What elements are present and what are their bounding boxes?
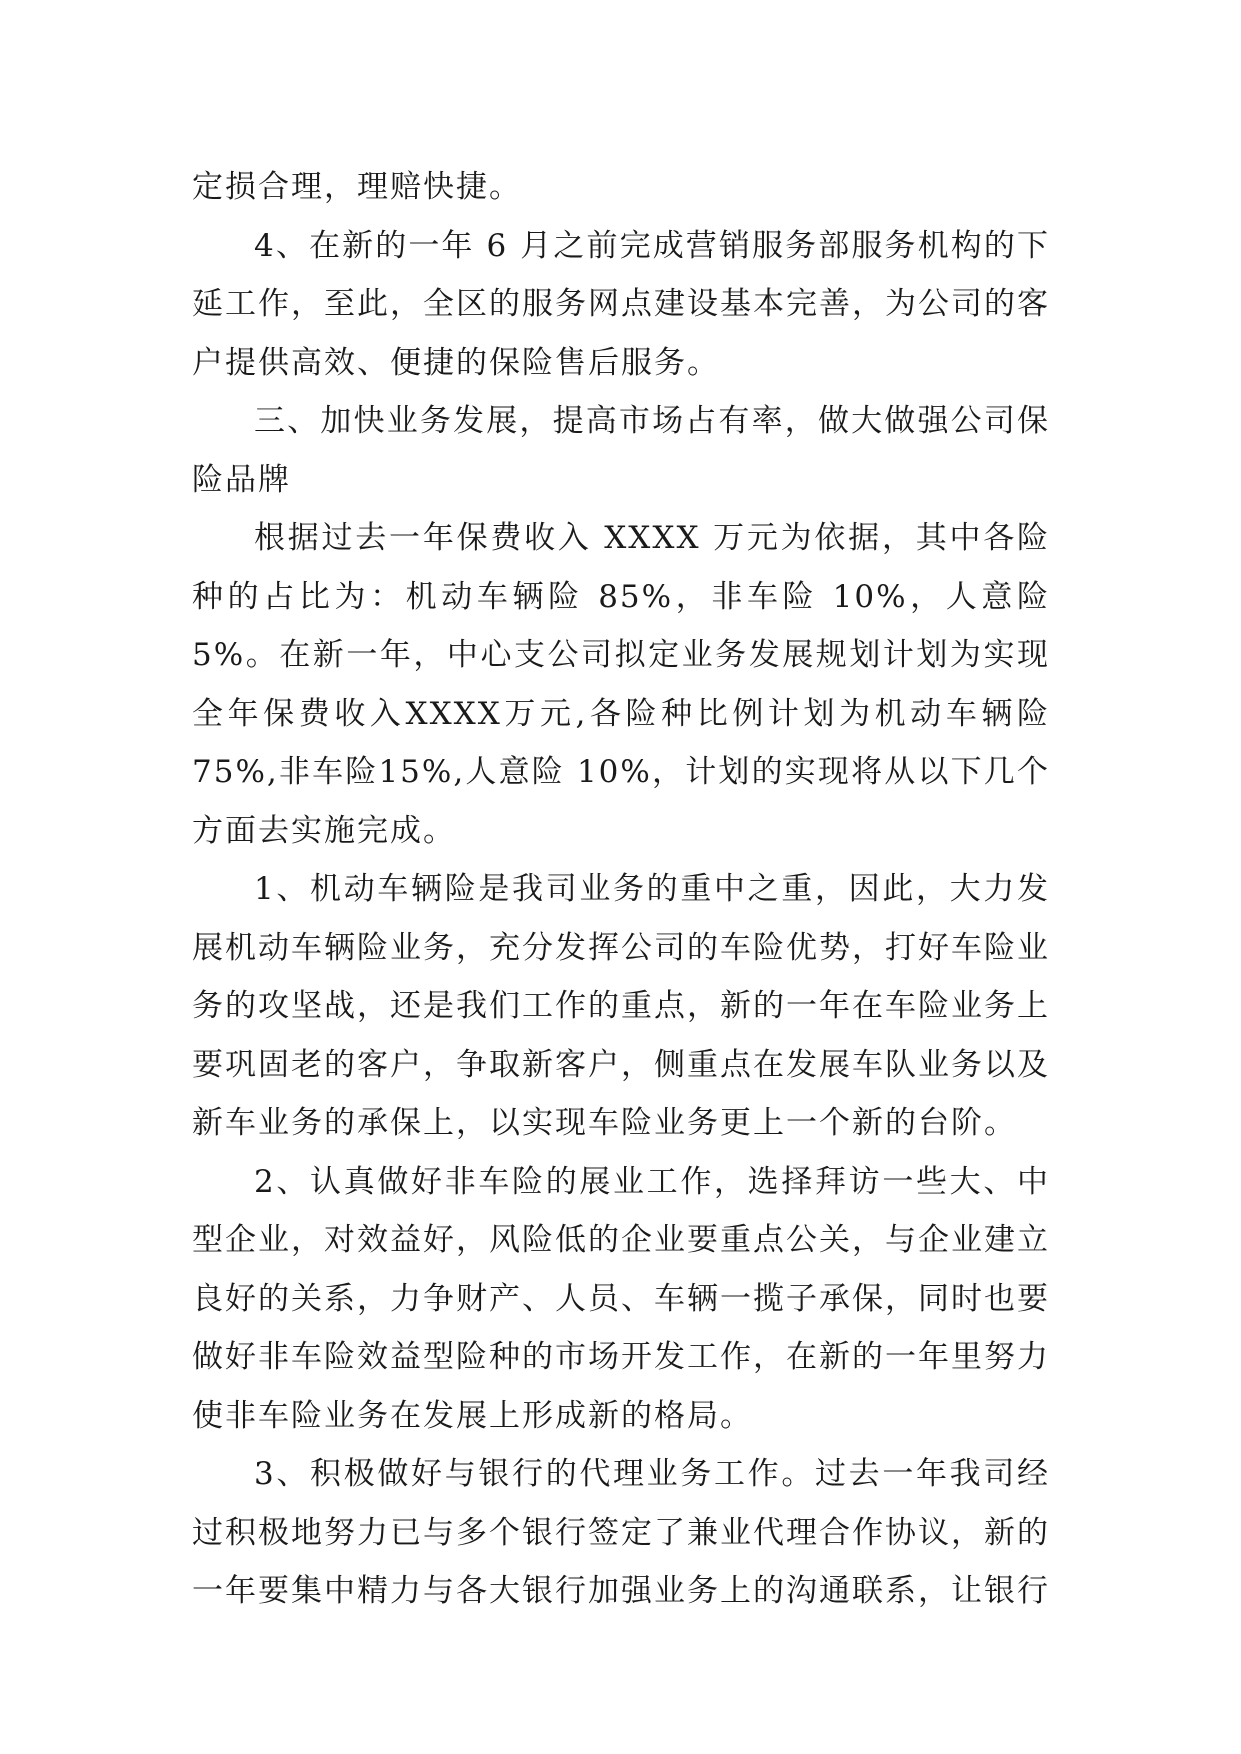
section-heading-3: 三、加快业务发展，提高市场占有率，做大做强公司保险品牌: [192, 403, 1050, 498]
document-body: [192, 158, 1050, 1621]
paragraph-item-1: 1、机动车辆险是我司业务的重中之重，因此，大力发展机动车辆险业务，充分发挥公司的车险优势，打好车险业务的攻坚战，还是我们工作的重点，新的一年在车险业务上要巩固老的客户，争取新客户，侧重点在发展车队业务以及新车业务的承保上，以实现车险业务更上一个新的台阶。: [192, 871, 1050, 1141]
paragraph-item-2: 2、认真做好非车险的展业工作，选择拜访一些大、中型企业，对效益好，风险低的企业要重点公关，与企业建立良好的关系，力争财产、人员、车辆一揽子承保，同时也要做好非车险效益型险种的市场开发工作，在新的一年里努力使非车险业务在发展上形成新的格局。: [192, 1163, 1050, 1434]
paragraph-premium-plan: 根据过去一年保费收入 XXXX 万元为依据，其中各险种的占比为：机动车辆险 85%，非车险 10%，人意险 5%。在新一年，中心支公司拟定业务发展规划计划为实现全年保费收入XXXX万元,各险种比例计划为机动车辆险75%,非车险15%,人意险 10%，计划的实现将从以下几个方面去实施完成。: [192, 520, 1050, 849]
paragraph-item-4: 4、在新的一年 6 月之前完成营销服务部服务机构的下延工作，至此，全区的服务网点建设基本完善，为公司的客户提供高效、便捷的保险售后服务。: [192, 227, 1050, 381]
paragraph-continuation: 定损合理，理赔快捷。: [192, 169, 522, 205]
paragraph-item-3: 3、积极做好与银行的代理业务工作。过去一年我司经过积极地努力已与多个银行签定了兼业代理合作协议，新的一年要集中精力与各大银行加强业务上的沟通联系，让银行: [192, 1456, 1050, 1609]
